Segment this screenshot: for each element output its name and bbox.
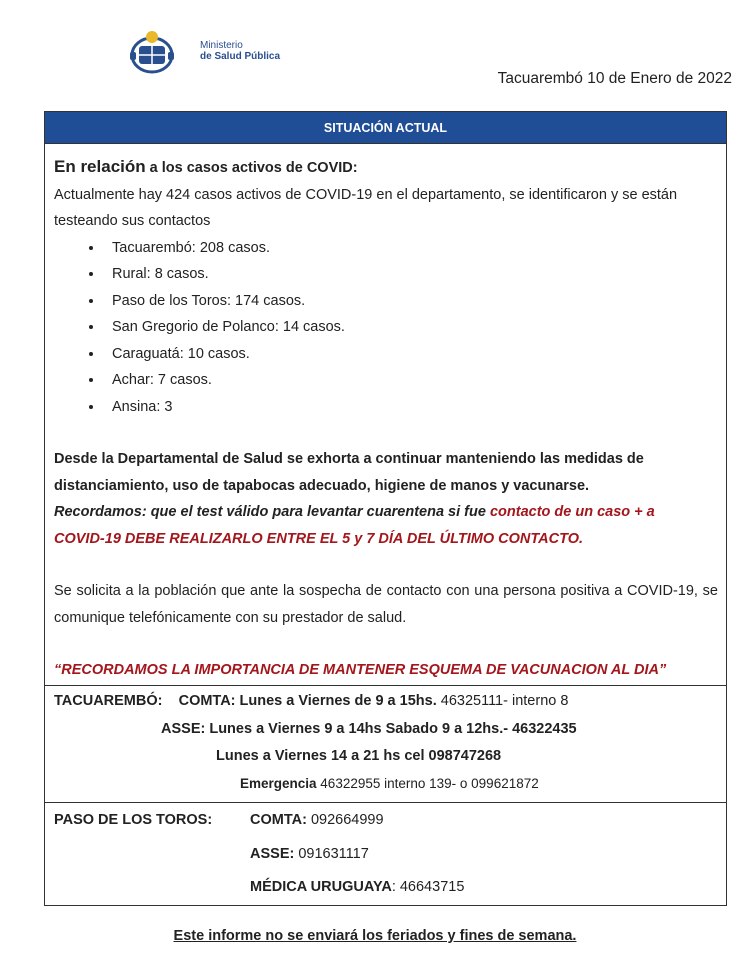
- report-date: Tacuarembó 10 de Enero de 2022: [497, 70, 732, 87]
- exhort-text: Desde la Departamental de Salud se exhorta a continuar manteniendo las medidas de distanciamiento, uso de tapabocas adecuado, higiene de manos y vacunarse.: [54, 451, 644, 494]
- list-item: • Ansina: 3: [104, 394, 718, 421]
- tacuarembo-comta-line: TACUAREMBÓ: COMTA: Lunes a Viernes de 9 a 15hs. 46325111- interno 8: [54, 693, 569, 709]
- ministry-seal-icon: [126, 30, 178, 76]
- logo-line1: Ministerio: [200, 40, 243, 51]
- list-item: • Rural: 8 casos.: [104, 261, 718, 288]
- list-item: • San Gregorio de Polanco: 14 casos.: [104, 314, 718, 341]
- tacuarembo-evening-line: Lunes a Viernes 14 a 21 hs cel 098747268: [216, 748, 502, 764]
- paso-label: PASO DE LOS TOROS:: [54, 812, 213, 828]
- footer-note: Este informe no se enviará los feriados y fines de semana.: [173, 928, 577, 944]
- list-item: • Tacuarembó: 208 casos.: [104, 235, 718, 262]
- ministry-logo-text: [200, 40, 280, 62]
- cases-list: [54, 235, 718, 421]
- vaccination-reminder: “RECORDAMOS LA IMPORTANCIA DE MANTENER ESQUEMA DE VACUNACION AL DIA”: [54, 662, 667, 678]
- covid-heading: En relación a los casos activos de COVID:: [54, 157, 358, 176]
- paso-medica-line: MÉDICA URUGUAYA: 46643715: [250, 879, 465, 895]
- solicita-text: Se solicita a la población que ante la sospecha de contacto con una persona positiva a COVID-19, se comunique telefónicamente con su prestador de salud.: [54, 583, 718, 626]
- list-item: • Caraguatá: 10 casos.: [104, 341, 718, 368]
- paso-asse-line: ASSE: 091631117: [250, 846, 369, 862]
- tacuarembo-emergency-line: Emergencia 46322955 interno 139- o 099621872: [240, 776, 539, 791]
- intro-text: Actualmente hay 424 casos activos de COVID-19 en el departamento, se identificaron y se están testeando sus contactos: [54, 186, 678, 229]
- list-item: • Achar: 7 casos.: [104, 367, 718, 394]
- logo-line2: de Salud Pública: [200, 51, 281, 62]
- current-situation-section: [44, 111, 727, 686]
- recordamos-text: Recordamos: que el test válido para levantar cuarentena si fue contacto de un caso + a COVID-19 DEBE REALIZARLO ENTRE EL 5 y 7 DÍA DEL ÚLTIMO CONTACTO.: [54, 504, 655, 547]
- paso-de-los-toros-contacts: [44, 803, 727, 906]
- tacuarembo-contacts: [44, 686, 727, 803]
- tacuarembo-asse-line: ASSE: Lunes a Viernes 9 a 14hs Sabado 9 a 12hs.- 46322435: [161, 721, 577, 737]
- section-title: SITUACIÓN ACTUAL: [45, 112, 726, 144]
- tacuarembo-label: TACUAREMBÓ:: [54, 693, 163, 709]
- list-item: • Paso de los Toros: 174 casos.: [104, 288, 718, 315]
- paso-comta-line: COMTA: 092664999: [250, 812, 384, 828]
